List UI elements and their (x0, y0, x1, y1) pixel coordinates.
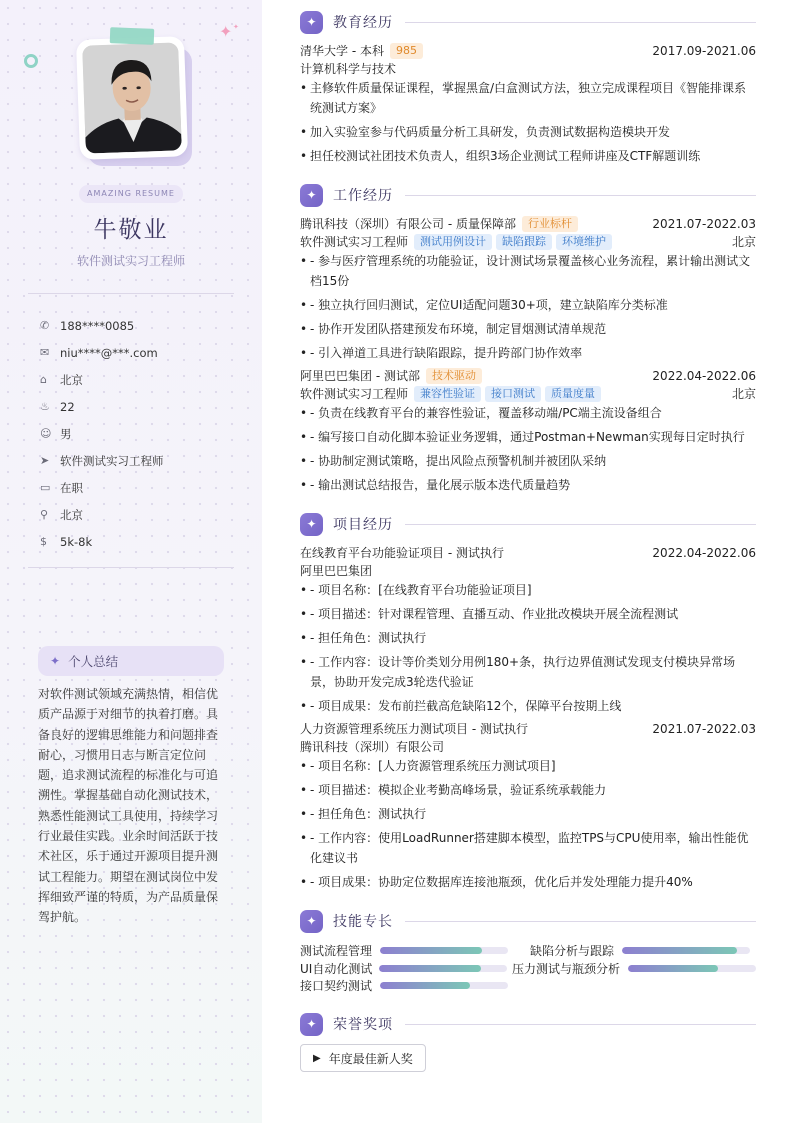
info-text: 软件测试实习工程师 (60, 453, 164, 468)
candidate-name: 牛敬业 (93, 217, 169, 243)
skill-tag: 质量度量 (545, 386, 601, 402)
ring-decoration (24, 54, 38, 68)
sparkle-icon: ✦ (300, 11, 323, 34)
info-text: 在职 (60, 480, 83, 495)
briefcase-icon: ▭ (40, 481, 51, 494)
skill-tag: 测试用例设计 (414, 234, 492, 250)
project-bullet: • - 项目名称：[在线教育平台功能验证项目] (300, 580, 756, 600)
project-bullet: • - 担任角色：测试执行 (300, 804, 756, 824)
job-header (300, 367, 756, 384)
sparkle-icon: ✦ (219, 22, 233, 41)
divider (405, 1024, 756, 1025)
skill-name: 测试流程管理 (300, 944, 373, 958)
skill-bar (622, 947, 750, 954)
gender-icon: ☺ (40, 427, 52, 440)
cake-icon: ♨ (40, 400, 50, 413)
skill-item (300, 977, 508, 994)
divider (405, 195, 756, 196)
education-major: 计算机科学与技术 (300, 62, 397, 76)
project-bullet: • - 项目成果：发布前拦截高危缺陷12个，保障平台按期上线 (300, 696, 756, 716)
skill-bar-fill (628, 965, 718, 972)
school-badge: 985 (390, 43, 423, 59)
skill-bar-fill (379, 965, 481, 972)
skill-tag: 缺陷跟踪 (496, 234, 552, 250)
section-work-heading: ✦ 工作经历 (300, 183, 756, 207)
skill-name: 缺陷分析与跟踪 (530, 944, 615, 958)
project-name: 在线教育平台功能验证项目 - 测试执行 (300, 546, 504, 560)
project-header (300, 720, 756, 737)
info-salary (40, 528, 240, 555)
education-bullet: • 担任校测试社团技术负责人，组织3场企业测试工程师讲座及CTF解题训练 (300, 146, 756, 166)
project-bullet: • - 项目描述：模拟企业考勤高峰场景，验证系统承载能力 (300, 780, 756, 800)
project-bullet: • - 工作内容：设计等价类划分用例180+条，执行边界值测试发现支付模块异常场景，协助开发完成3轮迭代验证 (300, 652, 756, 692)
skill-item (300, 942, 508, 959)
info-target-role (40, 447, 240, 474)
project-bullet: • - 项目名称：[人力资源管理系统压力测试项目] (300, 756, 756, 776)
section-skills-heading: ✦ 技能专长 (300, 909, 756, 933)
skill-tag: 兼容性验证 (414, 386, 481, 402)
skill-item (512, 960, 756, 977)
info-location (40, 501, 240, 528)
info-age (40, 393, 240, 420)
job-header (300, 215, 756, 232)
divider (405, 524, 756, 525)
play-triangle-icon: ▶ (313, 1052, 321, 1064)
job-bullet: • - 独立执行回归测试，定位UI适配问题30+项，建立缺陷库分类标准 (300, 295, 756, 315)
job-city: 北京 (731, 235, 756, 249)
skill-item (300, 960, 507, 977)
school-name: 清华大学 - 本科 (300, 44, 384, 58)
company-name: 腾讯科技（深圳）有限公司 - 质量保障部 (300, 217, 516, 231)
skill-tag: 环境维护 (556, 234, 612, 250)
info-text: 188****0085 (60, 318, 135, 333)
info-text: niu****@***.com (60, 345, 158, 360)
section-awards-heading: ✦ 荣誉奖项 (300, 1012, 756, 1036)
job-bullet: • - 编写接口自动化脚本验证业务逻辑，通过Postman+Newman实现每日定时执行 (300, 427, 756, 447)
summary-heading: ✦ 个人总结 (38, 646, 224, 676)
project-date: 2021.07-2022.03 (652, 721, 756, 736)
info-text: 22 (60, 399, 75, 414)
project-bullet: • - 项目成果：协助定位数据库连接池瓶颈，优化后并发处理能力提升40% (300, 872, 756, 892)
divider (405, 22, 756, 23)
company-name: 阿里巴巴集团 - 测试部 (300, 369, 420, 383)
skill-bar (628, 965, 756, 972)
job-role: 软件测试实习工程师 (300, 235, 409, 249)
salary-icon: $ (40, 535, 47, 548)
job-role: 软件测试实习工程师 (300, 387, 409, 401)
skill-bar (380, 982, 508, 989)
info-home (40, 366, 240, 393)
job-bullet: • - 负责在线教育平台的兼容性验证，覆盖移动端/PC端主流设备组合 (300, 403, 756, 423)
divider (28, 293, 234, 294)
info-text: 5k-8k (60, 534, 93, 549)
sparkle-icon: ✦ (300, 184, 323, 207)
skill-bar-fill (380, 982, 470, 989)
job-date: 2021.07-2022.03 (652, 216, 756, 231)
profile-photo (78, 38, 188, 160)
phone-icon: ✆ (40, 319, 50, 332)
education-date: 2017.09-2021.06 (652, 43, 756, 58)
info-status (40, 474, 240, 501)
mail-icon: ✉ (40, 346, 50, 359)
skill-bar (380, 947, 508, 954)
sidebar (0, 0, 262, 1123)
sparkle-icon: ✦ (50, 654, 61, 668)
education-bullet: • 加入实验室参与代码质量分析工具研发，负责测试数据构造模块开发 (300, 122, 756, 142)
info-gender (40, 420, 240, 447)
company-badge: 技术驱动 (426, 368, 482, 384)
info-text: 北京 (60, 372, 83, 387)
job-bullet: • - 输出测试总结报告，量化展示版本迭代质量趋势 (300, 475, 756, 495)
project-bullet: • - 项目描述：针对课程管理、直播互动、作业批改模块开展全流程测试 (300, 604, 756, 624)
education-bullet: • 主修软件质量保证课程，掌握黑盒/白盒测试方法，独立完成课程项目《智能排课系统测试方案》 (300, 78, 756, 118)
sparkle-icon: ✦ (300, 1013, 323, 1036)
divider (405, 921, 756, 922)
location-icon: ⚲ (40, 508, 49, 521)
info-text: 男 (60, 426, 72, 441)
sparkle-icon: ✦ (300, 910, 323, 933)
job-bullet: • - 协助制定测试策略，提出风险点预警机制并被团队采纳 (300, 451, 756, 471)
project-date: 2022.04-2022.06 (652, 545, 756, 560)
skill-bar-fill (380, 947, 482, 954)
section-projects-heading: ✦ 项目经历 (300, 512, 756, 536)
skill-bar-fill (622, 947, 737, 954)
job-date: 2022.04-2022.06 (652, 368, 756, 383)
summary-text: 对软件测试领域充满热情，相信优质产品源于对细节的执着打磨。具备良好的逻辑思维能力和问题排查耐心，习惯用日志与断言定位问题，追求测试流程的标准化与可追溯性。掌握基础自动化测试技术，熟悉性能测试工具使用，持续学习行业最佳实践。业余时间活跃于技术社区，乐于通过开源项目提升测试工程能力。期望在测试岗位中发挥细致严谨的特质，为产品质量保驾护航。 (38, 687, 219, 925)
project-header (300, 544, 756, 561)
job-city: 北京 (731, 387, 756, 401)
project-org-row (300, 738, 756, 755)
skill-item (530, 942, 750, 959)
award-name: 年度最佳新人奖 (328, 1051, 413, 1066)
project-org: 阿里巴巴集团 (300, 564, 373, 578)
avatar (82, 42, 182, 153)
job-bullet: • - 参与医疗管理系统的功能验证，设计测试场景覆盖核心业务流程，累计输出测试文档15份 (300, 251, 756, 291)
job-role-row (300, 233, 756, 250)
project-org: 腾讯科技（深圳）有限公司 (300, 740, 445, 754)
home-icon: ⌂ (40, 373, 47, 386)
divider (28, 567, 234, 568)
project-bullet: • - 担任角色：测试执行 (300, 628, 756, 648)
education-header (300, 42, 756, 59)
project-org-row (300, 562, 756, 579)
skill-name: UI自动化测试 (300, 962, 373, 976)
job-bullet: • - 引入禅道工具进行缺陷跟踪，提升跨部门协作效率 (300, 343, 756, 363)
education-major-row (300, 60, 756, 77)
candidate-title: 软件测试实习工程师 (76, 254, 185, 268)
skill-tag: 接口测试 (485, 386, 541, 402)
company-badge: 行业标杆 (522, 216, 578, 232)
resume-tagline: AMAZING RESUME (79, 185, 183, 203)
info-email (40, 339, 240, 366)
send-icon: ➤ (40, 454, 50, 467)
contact-info-list (40, 312, 240, 555)
section-education-heading: ✦ 教育经历 (300, 10, 756, 34)
project-bullet: • - 工作内容：使用LoadRunner搭建脚本模型，监控TPS与CPU使用率，输出性能优化建议书 (300, 828, 756, 868)
skill-name: 接口契约测试 (300, 979, 373, 993)
job-bullet: • - 协作开发团队搭建预发布环境，制定冒烟测试清单规范 (300, 319, 756, 339)
small-sparkle-icon: ✦ (233, 23, 239, 31)
job-role-row (300, 385, 756, 402)
info-phone (40, 312, 240, 339)
project-name: 人力资源管理系统压力测试项目 - 测试执行 (300, 722, 528, 736)
tape-decoration (110, 27, 155, 45)
award-item[interactable] (300, 1044, 426, 1072)
skill-bar (379, 965, 507, 972)
info-text: 北京 (60, 507, 83, 522)
sparkle-icon: ✦ (300, 513, 323, 536)
skill-name: 压力测试与瓶颈分析 (512, 962, 621, 976)
